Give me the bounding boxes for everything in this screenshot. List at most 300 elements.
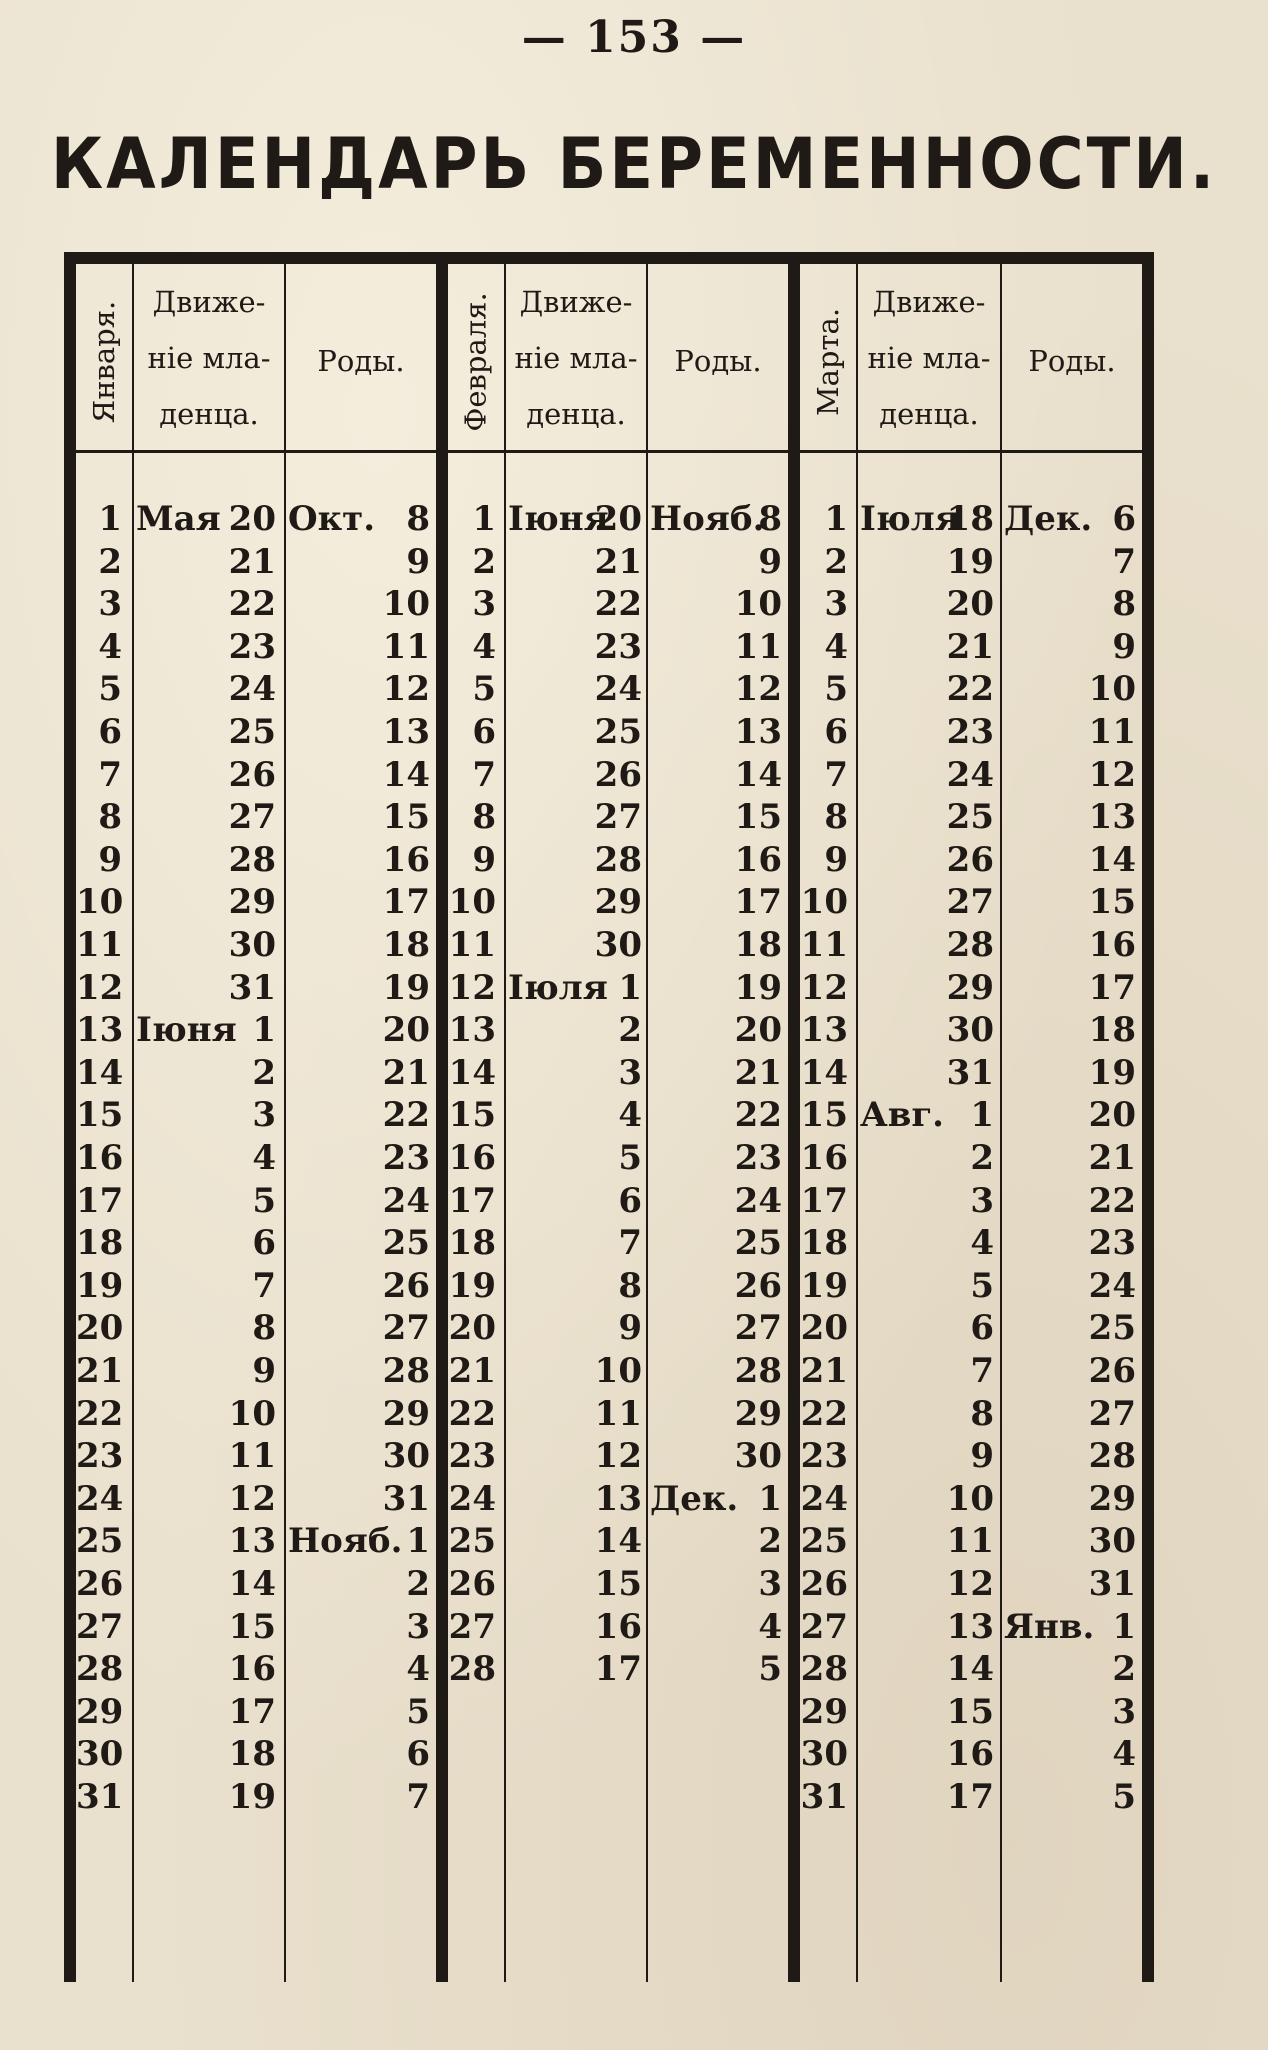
column-divider bbox=[284, 252, 286, 1982]
birth-date: 19 bbox=[382, 967, 430, 1008]
birth-header: Роды. bbox=[1028, 344, 1116, 378]
movement-date: 15 bbox=[594, 1564, 642, 1604]
day-number: 24 bbox=[76, 1478, 124, 1519]
movement-header: Движе- ніе мла- денца. bbox=[867, 285, 991, 431]
movement-date: 1 bbox=[970, 1095, 994, 1136]
birth-date: 26 bbox=[1088, 1351, 1136, 1391]
birth-date: 17 bbox=[1088, 967, 1136, 1008]
day-number: 3 bbox=[472, 584, 496, 625]
day-number: 4 bbox=[824, 626, 848, 667]
day-number: 24 bbox=[800, 1478, 848, 1519]
movement-date: 11 bbox=[946, 1521, 994, 1562]
day-number: 26 bbox=[448, 1564, 496, 1604]
movement-date: 15 bbox=[228, 1606, 276, 1647]
day-number: 30 bbox=[76, 1734, 124, 1775]
day-number: 23 bbox=[448, 1436, 496, 1477]
birth-date: 29 bbox=[382, 1393, 430, 1434]
movement-date: 14 bbox=[228, 1564, 276, 1604]
day-number: 8 bbox=[472, 797, 496, 838]
month-header-february: Февраля. bbox=[459, 291, 494, 432]
day-number: 9 bbox=[824, 839, 848, 880]
birth-date: 22 bbox=[1088, 1180, 1136, 1221]
day-number: 5 bbox=[472, 669, 496, 710]
birth-date: 4 bbox=[758, 1606, 782, 1647]
day-number: 26 bbox=[800, 1564, 848, 1604]
birth-date: 16 bbox=[734, 839, 782, 880]
birth-date: 11 bbox=[382, 626, 430, 667]
movement-date: 5 bbox=[252, 1180, 276, 1221]
birth-date: 14 bbox=[382, 754, 430, 795]
day-number: 21 bbox=[800, 1351, 848, 1391]
column-divider bbox=[646, 252, 648, 1982]
movement-date: 3 bbox=[618, 1052, 642, 1093]
day-number: 18 bbox=[76, 1223, 124, 1264]
movement-date: 4 bbox=[970, 1223, 994, 1264]
movement-date: 30 bbox=[594, 925, 642, 965]
movement-date: 13 bbox=[228, 1521, 276, 1562]
birth-date: 6 bbox=[1112, 499, 1136, 539]
movement-date: 2 bbox=[618, 1010, 642, 1051]
day-number: 19 bbox=[800, 1265, 848, 1306]
movement-date: 31 bbox=[946, 1052, 994, 1093]
day-number: 17 bbox=[76, 1180, 124, 1221]
birth-date: 16 bbox=[1088, 925, 1136, 965]
movement-month-label: Іюля bbox=[508, 967, 608, 1008]
movement-date: 6 bbox=[618, 1180, 642, 1221]
birth-date: 13 bbox=[734, 712, 782, 752]
birth-date: 8 bbox=[758, 499, 782, 539]
day-number: 10 bbox=[800, 882, 848, 923]
movement-date: 17 bbox=[946, 1777, 994, 1817]
movement-date: 11 bbox=[594, 1393, 642, 1434]
birth-date: 15 bbox=[734, 797, 782, 838]
birth-date: 30 bbox=[382, 1436, 430, 1477]
birth-date: 14 bbox=[1088, 839, 1136, 880]
movement-date: 12 bbox=[594, 1436, 642, 1477]
birth-date: 13 bbox=[382, 712, 430, 752]
movement-date: 15 bbox=[946, 1691, 994, 1732]
birth-date: 11 bbox=[734, 626, 782, 667]
movement-date: 30 bbox=[946, 1010, 994, 1051]
birth-date: 20 bbox=[382, 1010, 430, 1051]
day-number: 13 bbox=[800, 1010, 848, 1051]
page-number: — 153 — bbox=[521, 12, 747, 63]
birth-date: 30 bbox=[734, 1436, 782, 1477]
day-number: 24 bbox=[448, 1478, 496, 1519]
birth-date: 17 bbox=[734, 882, 782, 923]
birth-date: 23 bbox=[1088, 1223, 1136, 1264]
birth-month-label: Нояб. bbox=[650, 499, 765, 539]
birth-date: 30 bbox=[1088, 1521, 1136, 1562]
birth-date: 21 bbox=[734, 1052, 782, 1093]
day-number: 3 bbox=[98, 584, 122, 625]
movement-month-label: Іюня bbox=[136, 1010, 237, 1051]
day-number: 14 bbox=[800, 1052, 848, 1093]
movement-date: 10 bbox=[228, 1393, 276, 1434]
movement-date: 9 bbox=[618, 1308, 642, 1349]
movement-date: 9 bbox=[970, 1436, 994, 1477]
movement-date: 1 bbox=[252, 1010, 276, 1051]
birth-date: 9 bbox=[1112, 626, 1136, 667]
birth-date: 2 bbox=[1112, 1649, 1136, 1690]
birth-date: 3 bbox=[1112, 1691, 1136, 1732]
birth-date: 31 bbox=[382, 1478, 430, 1519]
birth-date: 16 bbox=[382, 839, 430, 880]
birth-date: 12 bbox=[734, 669, 782, 710]
movement-date: 29 bbox=[228, 882, 276, 923]
birth-date: 5 bbox=[1112, 1777, 1136, 1817]
movement-date: 3 bbox=[970, 1180, 994, 1221]
day-number: 31 bbox=[800, 1777, 848, 1817]
birth-date: 12 bbox=[1088, 754, 1136, 795]
birth-date: 25 bbox=[1088, 1308, 1136, 1349]
day-number: 8 bbox=[98, 797, 122, 838]
day-number: 5 bbox=[98, 669, 122, 710]
movement-date: 16 bbox=[946, 1734, 994, 1775]
day-number: 16 bbox=[448, 1138, 496, 1178]
day-number: 31 bbox=[76, 1777, 124, 1817]
birth-date: 5 bbox=[406, 1691, 430, 1732]
birth-header: Роды. bbox=[674, 344, 762, 378]
day-number: 9 bbox=[472, 839, 496, 880]
day-number: 14 bbox=[76, 1052, 124, 1093]
day-number: 17 bbox=[800, 1180, 848, 1221]
day-number: 16 bbox=[76, 1138, 124, 1178]
movement-date: 28 bbox=[228, 839, 276, 880]
birth-date: 27 bbox=[382, 1308, 430, 1349]
birth-date: 23 bbox=[382, 1138, 430, 1178]
movement-date: 19 bbox=[228, 1777, 276, 1817]
movement-date: 18 bbox=[946, 499, 994, 539]
day-number: 18 bbox=[448, 1223, 496, 1264]
column-divider bbox=[856, 252, 858, 1982]
birth-date: 21 bbox=[1088, 1138, 1136, 1178]
day-number: 6 bbox=[824, 712, 848, 752]
birth-date: 18 bbox=[734, 925, 782, 965]
day-number: 11 bbox=[448, 925, 496, 965]
birth-date: 7 bbox=[406, 1777, 430, 1817]
movement-date: 5 bbox=[618, 1138, 642, 1178]
day-number: 28 bbox=[800, 1649, 848, 1690]
birth-date: 9 bbox=[758, 541, 782, 582]
day-number: 2 bbox=[98, 541, 122, 582]
day-number: 19 bbox=[448, 1265, 496, 1306]
birth-date: 26 bbox=[734, 1265, 782, 1306]
movement-month-label: Іюля bbox=[860, 499, 960, 539]
day-number: 22 bbox=[76, 1393, 124, 1434]
movement-date: 10 bbox=[946, 1478, 994, 1519]
movement-date: 1 bbox=[618, 967, 642, 1008]
day-number: 4 bbox=[472, 626, 496, 667]
movement-header: Движе- ніе мла- денца. bbox=[147, 285, 271, 431]
day-number: 7 bbox=[824, 754, 848, 795]
birth-date: 24 bbox=[1088, 1265, 1136, 1306]
birth-date: 7 bbox=[1112, 541, 1136, 582]
movement-date: 27 bbox=[946, 882, 994, 923]
day-number: 19 bbox=[76, 1265, 124, 1306]
day-number: 28 bbox=[448, 1649, 496, 1690]
day-number: 25 bbox=[76, 1521, 124, 1562]
day-number: 12 bbox=[800, 967, 848, 1008]
movement-date: 25 bbox=[946, 797, 994, 838]
birth-date: 2 bbox=[758, 1521, 782, 1562]
day-number: 28 bbox=[76, 1649, 124, 1690]
movement-date: 20 bbox=[946, 584, 994, 625]
birth-date: 1 bbox=[1112, 1606, 1136, 1647]
day-number: 20 bbox=[448, 1308, 496, 1349]
movement-date: 29 bbox=[946, 967, 994, 1008]
movement-date: 25 bbox=[594, 712, 642, 752]
movement-date: 8 bbox=[618, 1265, 642, 1306]
birth-date: 18 bbox=[382, 925, 430, 965]
birth-date: 9 bbox=[406, 541, 430, 582]
movement-date: 20 bbox=[594, 499, 642, 539]
birth-date: 17 bbox=[382, 882, 430, 923]
movement-date: 26 bbox=[594, 754, 642, 795]
birth-date: 10 bbox=[1088, 669, 1136, 710]
day-number: 23 bbox=[76, 1436, 124, 1477]
movement-date: 18 bbox=[228, 1734, 276, 1775]
day-number: 1 bbox=[472, 499, 496, 539]
day-number: 27 bbox=[76, 1606, 124, 1647]
movement-date: 13 bbox=[946, 1606, 994, 1647]
pregnancy-calendar-table bbox=[64, 252, 1154, 1982]
movement-date: 6 bbox=[970, 1308, 994, 1349]
birth-date: 3 bbox=[758, 1564, 782, 1604]
day-number: 14 bbox=[448, 1052, 496, 1093]
birth-date: 29 bbox=[734, 1393, 782, 1434]
movement-date: 26 bbox=[228, 754, 276, 795]
birth-date: 2 bbox=[406, 1564, 430, 1604]
movement-date: 22 bbox=[228, 584, 276, 625]
birth-date: 21 bbox=[382, 1052, 430, 1093]
movement-date: 24 bbox=[228, 669, 276, 710]
column-divider bbox=[504, 252, 506, 1982]
day-number: 13 bbox=[448, 1010, 496, 1051]
birth-date: 22 bbox=[734, 1095, 782, 1136]
movement-date: 21 bbox=[594, 541, 642, 582]
birth-date: 25 bbox=[382, 1223, 430, 1264]
movement-date: 28 bbox=[946, 925, 994, 965]
day-number: 15 bbox=[448, 1095, 496, 1136]
birth-date: 15 bbox=[382, 797, 430, 838]
movement-date: 17 bbox=[228, 1691, 276, 1732]
day-number: 29 bbox=[76, 1691, 124, 1732]
table-right-border bbox=[1142, 252, 1154, 1982]
section-divider bbox=[788, 252, 800, 1982]
day-number: 12 bbox=[448, 967, 496, 1008]
birth-date: 1 bbox=[758, 1478, 782, 1519]
movement-date: 22 bbox=[946, 669, 994, 710]
movement-date: 28 bbox=[594, 839, 642, 880]
month-header-january: Января. bbox=[87, 300, 122, 423]
birth-date: 13 bbox=[1088, 797, 1136, 838]
day-number: 6 bbox=[472, 712, 496, 752]
movement-date: 7 bbox=[970, 1351, 994, 1391]
birth-date: 22 bbox=[382, 1095, 430, 1136]
day-number: 13 bbox=[76, 1010, 124, 1051]
movement-header: Движе- ніе мла- денца. bbox=[514, 285, 638, 431]
movement-date: 30 bbox=[228, 925, 276, 965]
movement-date: 23 bbox=[228, 626, 276, 667]
movement-date: 14 bbox=[946, 1649, 994, 1690]
movement-date: 29 bbox=[594, 882, 642, 923]
table-top-border bbox=[64, 252, 1154, 264]
day-number: 27 bbox=[800, 1606, 848, 1647]
birth-date: 10 bbox=[734, 584, 782, 625]
birth-date: 11 bbox=[1088, 712, 1136, 752]
day-number: 11 bbox=[800, 925, 848, 965]
day-number: 5 bbox=[824, 669, 848, 710]
birth-date: 4 bbox=[406, 1649, 430, 1690]
day-number: 7 bbox=[98, 754, 122, 795]
birth-date: 23 bbox=[734, 1138, 782, 1178]
day-number: 18 bbox=[800, 1223, 848, 1264]
day-number: 2 bbox=[472, 541, 496, 582]
movement-date: 23 bbox=[946, 712, 994, 752]
section-divider bbox=[436, 252, 448, 1982]
birth-header: Роды. bbox=[317, 344, 405, 378]
birth-date: 24 bbox=[382, 1180, 430, 1221]
movement-date: 25 bbox=[228, 712, 276, 752]
day-number: 25 bbox=[448, 1521, 496, 1562]
movement-date: 21 bbox=[228, 541, 276, 582]
movement-date: 10 bbox=[594, 1351, 642, 1391]
birth-date: 18 bbox=[1088, 1010, 1136, 1051]
movement-date: 20 bbox=[228, 499, 276, 539]
day-number: 29 bbox=[800, 1691, 848, 1732]
birth-date: 12 bbox=[382, 669, 430, 710]
day-number: 10 bbox=[76, 882, 124, 923]
day-number: 16 bbox=[800, 1138, 848, 1178]
birth-month-label: Янв. bbox=[1004, 1606, 1095, 1647]
day-number: 15 bbox=[800, 1095, 848, 1136]
movement-date: 12 bbox=[228, 1478, 276, 1519]
birth-date: 19 bbox=[734, 967, 782, 1008]
birth-month-label: Нояб. bbox=[288, 1521, 403, 1562]
movement-date: 7 bbox=[252, 1265, 276, 1306]
day-number: 27 bbox=[448, 1606, 496, 1647]
movement-date: 14 bbox=[594, 1521, 642, 1562]
day-number: 8 bbox=[824, 797, 848, 838]
movement-date: 17 bbox=[594, 1649, 642, 1690]
movement-date: 13 bbox=[594, 1478, 642, 1519]
movement-date: 27 bbox=[594, 797, 642, 838]
column-divider bbox=[132, 252, 134, 1982]
birth-month-label: Дек. bbox=[1004, 499, 1093, 539]
day-number: 9 bbox=[98, 839, 122, 880]
movement-date: 26 bbox=[946, 839, 994, 880]
day-number: 1 bbox=[98, 499, 122, 539]
birth-date: 8 bbox=[1112, 584, 1136, 625]
birth-date: 24 bbox=[734, 1180, 782, 1221]
birth-date: 10 bbox=[382, 584, 430, 625]
day-number: 30 bbox=[800, 1734, 848, 1775]
movement-date: 12 bbox=[946, 1564, 994, 1604]
birth-date: 28 bbox=[1088, 1436, 1136, 1477]
movement-date: 22 bbox=[594, 584, 642, 625]
day-number: 15 bbox=[76, 1095, 124, 1136]
page-title: КАЛЕНДАРЬ БЕРЕМЕННОСТИ. bbox=[50, 124, 1218, 206]
movement-date: 2 bbox=[970, 1138, 994, 1178]
movement-date: 31 bbox=[228, 967, 276, 1008]
birth-date: 28 bbox=[382, 1351, 430, 1391]
birth-date: 5 bbox=[758, 1649, 782, 1690]
movement-month-label: Авг. bbox=[860, 1095, 944, 1136]
day-number: 20 bbox=[800, 1308, 848, 1349]
movement-date: 27 bbox=[228, 797, 276, 838]
day-number: 21 bbox=[448, 1351, 496, 1391]
day-number: 10 bbox=[448, 882, 496, 923]
day-number: 22 bbox=[800, 1393, 848, 1434]
day-number: 6 bbox=[98, 712, 122, 752]
birth-month-label: Дек. bbox=[650, 1478, 739, 1519]
column-divider bbox=[1000, 252, 1002, 1982]
birth-date: 27 bbox=[734, 1308, 782, 1349]
movement-date: 4 bbox=[252, 1138, 276, 1178]
birth-date: 31 bbox=[1088, 1564, 1136, 1604]
birth-date: 29 bbox=[1088, 1478, 1136, 1519]
birth-date: 4 bbox=[1112, 1734, 1136, 1775]
birth-date: 26 bbox=[382, 1265, 430, 1306]
day-number: 2 bbox=[824, 541, 848, 582]
day-number: 12 bbox=[76, 967, 124, 1008]
movement-date: 11 bbox=[228, 1436, 276, 1477]
movement-date: 3 bbox=[252, 1095, 276, 1136]
table-left-border bbox=[64, 252, 76, 1982]
birth-date: 15 bbox=[1088, 882, 1136, 923]
day-number: 7 bbox=[472, 754, 496, 795]
movement-date: 6 bbox=[252, 1223, 276, 1264]
birth-date: 6 bbox=[406, 1734, 430, 1775]
day-number: 3 bbox=[824, 584, 848, 625]
movement-date: 16 bbox=[594, 1606, 642, 1647]
movement-date: 16 bbox=[228, 1649, 276, 1690]
birth-date: 8 bbox=[406, 499, 430, 539]
birth-date: 3 bbox=[406, 1606, 430, 1647]
birth-date: 25 bbox=[734, 1223, 782, 1264]
birth-date: 20 bbox=[734, 1010, 782, 1051]
day-number: 11 bbox=[76, 925, 124, 965]
birth-date: 27 bbox=[1088, 1393, 1136, 1434]
day-number: 21 bbox=[76, 1351, 124, 1391]
day-number: 20 bbox=[76, 1308, 124, 1349]
movement-date: 9 bbox=[252, 1351, 276, 1391]
movement-date: 24 bbox=[594, 669, 642, 710]
movement-date: 8 bbox=[252, 1308, 276, 1349]
movement-date: 19 bbox=[946, 541, 994, 582]
movement-month-label: Мая bbox=[136, 499, 221, 539]
day-number: 26 bbox=[76, 1564, 124, 1604]
month-header-march: Марта. bbox=[811, 307, 846, 416]
movement-date: 5 bbox=[970, 1265, 994, 1306]
day-number: 17 bbox=[448, 1180, 496, 1221]
day-number: 23 bbox=[800, 1436, 848, 1477]
movement-date: 4 bbox=[618, 1095, 642, 1136]
birth-date: 19 bbox=[1088, 1052, 1136, 1093]
birth-date: 1 bbox=[406, 1521, 430, 1562]
movement-month-label: Іюня bbox=[508, 499, 609, 539]
day-number: 4 bbox=[98, 626, 122, 667]
day-number: 22 bbox=[448, 1393, 496, 1434]
day-number: 25 bbox=[800, 1521, 848, 1562]
birth-date: 14 bbox=[734, 754, 782, 795]
movement-date: 23 bbox=[594, 626, 642, 667]
day-number: 1 bbox=[824, 499, 848, 539]
movement-date: 8 bbox=[970, 1393, 994, 1434]
movement-date: 24 bbox=[946, 754, 994, 795]
header-separator bbox=[76, 450, 1142, 453]
